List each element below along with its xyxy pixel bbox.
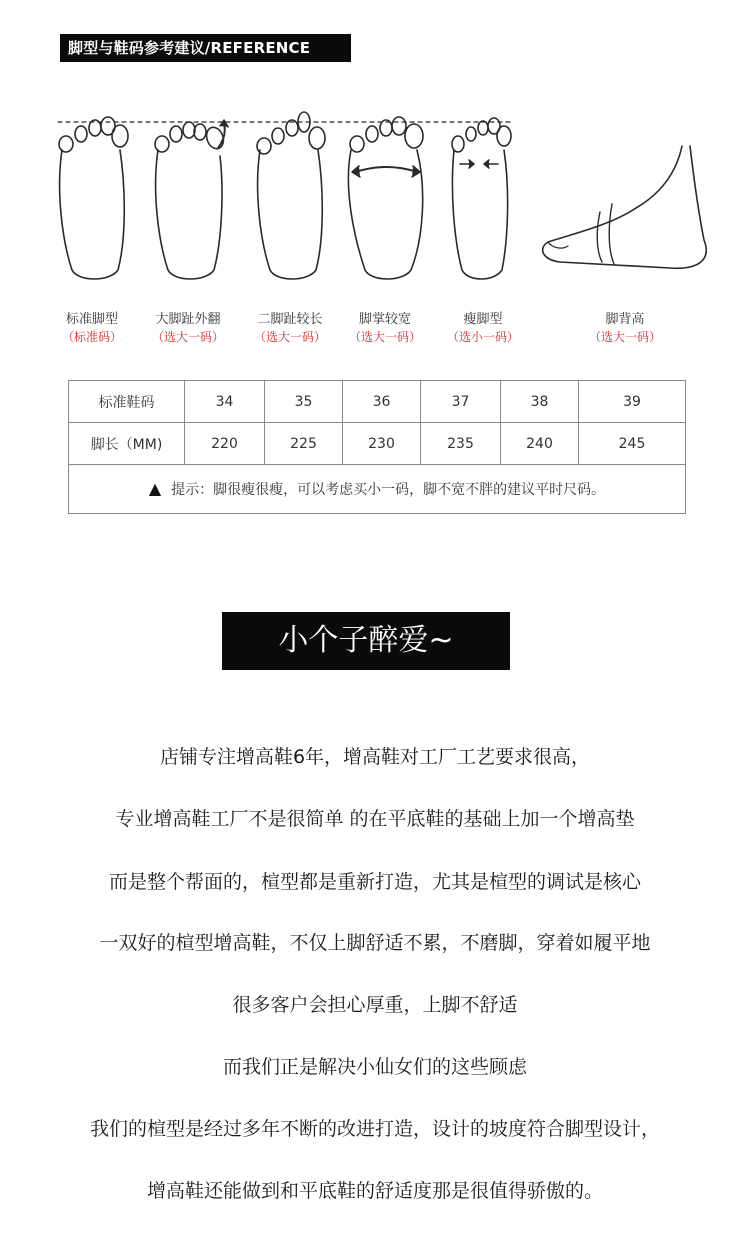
foot-label-high-instep: 脚背高 (605, 312, 645, 327)
length-cell: 245 (579, 423, 686, 465)
length-cell: 240 (501, 423, 579, 465)
foot-note-wide: （选大一码） (348, 330, 421, 344)
standard-foot-icon (59, 117, 128, 279)
foot-note-thin: （选小一码） (446, 330, 519, 344)
length-cell: 230 (343, 423, 421, 465)
thin-foot-icon (452, 118, 511, 279)
length-cell: 225 (265, 423, 343, 465)
foot-label-standard: 标准脚型 (65, 312, 118, 327)
wide-foot-icon (348, 117, 423, 279)
size-chart-table (68, 380, 686, 514)
size-row-label: 标准鞋码 (69, 381, 185, 423)
foot-label-long-second-toe: 二脚趾较长 (257, 312, 323, 327)
description-line: 而是整个帮面的，楦型都是重新打造，尤其是楦型的调试是核心 (108, 871, 641, 893)
size-cell: 38 (501, 381, 579, 423)
size-cell: 34 (185, 381, 265, 423)
size-cell: 35 (265, 381, 343, 423)
tip-text: 提示：脚很瘦很瘦，可以考虑买小一码，脚不宽不胖的建议平时尺码。 (171, 482, 606, 498)
description-line: 增高鞋还能做到和平底鞋的舒适度那是很值得骄傲的。 (146, 1180, 603, 1202)
description-line: 而我们正是解决小仙女们的这些顾虑 (222, 1056, 527, 1078)
table-row-length (69, 423, 686, 465)
foot-label-bunion: 大脚趾外翻 (155, 312, 221, 327)
description-line: 一双好的楦型增高鞋，不仅上脚舒适不累，不磨脚，穿着如履平地 (99, 932, 651, 954)
slogan-banner: 小个子醉爱~ (222, 612, 510, 670)
size-cell: 39 (579, 381, 686, 423)
tip-cell (69, 465, 686, 514)
foot-note-standard: （标准码） (61, 330, 122, 344)
bunion-foot-icon (155, 120, 228, 279)
length-cell: 220 (185, 423, 265, 465)
foot-note-long-second-toe: （选大一码） (253, 330, 326, 344)
foot-note-bunion: （选大一码） (151, 330, 224, 344)
foot-shape-illustrations (0, 100, 750, 300)
long-second-toe-foot-icon (257, 112, 325, 279)
table-row-tip (69, 465, 686, 514)
description-line: 很多客户会担心厚重，上脚不舒适 (232, 994, 518, 1016)
length-row-label: 脚长（MM) (69, 423, 185, 465)
size-cell: 37 (421, 381, 501, 423)
table-row-size (69, 381, 686, 423)
foot-note-high-instep: （选大一码） (588, 330, 661, 344)
length-cell: 235 (421, 423, 501, 465)
reference-title: 脚型与鞋码参考建议/REFERENCE (60, 34, 351, 62)
warning-triangle-icon: ▲ (148, 479, 162, 498)
foot-label-wide: 脚掌较宽 (358, 312, 411, 327)
description-line: 专业增高鞋工厂不是很简单 的在平底鞋的基础上加一个增高垫 (115, 808, 635, 830)
description-line: 店铺专注增高鞋6年，增高鞋对工厂工艺要求很高， (159, 746, 591, 768)
description-line: 我们的楦型是经过多年不断的改进打造，设计的坡度符合脚型设计， (89, 1118, 660, 1140)
high-instep-foot-icon (543, 146, 707, 268)
foot-label-thin: 瘦脚型 (463, 312, 503, 327)
size-cell: 36 (343, 381, 421, 423)
